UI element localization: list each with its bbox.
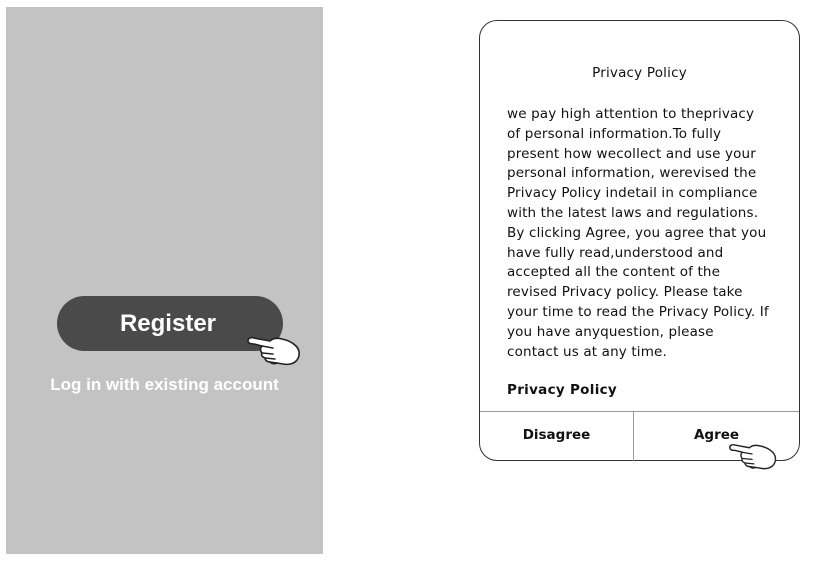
privacy-policy-dialog <box>479 20 800 461</box>
body-line: we pay high attention to theprivacy <box>507 106 755 122</box>
body-line: accepted all the content of the <box>507 264 721 281</box>
body-line: your time to read the Privacy Policy. If <box>507 303 769 320</box>
dialog-title: Privacy Policy <box>592 65 687 81</box>
agree-button[interactable]: Agree <box>693 426 740 443</box>
dialog-body <box>507 105 787 362</box>
body-line: have fully read,understood and <box>507 244 724 261</box>
body-line: contact us at any time. <box>507 343 667 360</box>
body-line: By clicking Agree, you agree that you <box>507 224 767 241</box>
privacy-policy-link[interactable]: Privacy Policy <box>507 382 618 398</box>
disagree-button[interactable]: Disagree <box>480 412 634 461</box>
body-line: revised Privacy policy. Please take <box>507 284 743 301</box>
pointing-hand-icon <box>246 329 302 367</box>
body-line: Privacy Policy indetail in compliance <box>507 185 758 202</box>
register-screen <box>6 7 323 554</box>
body-line: of personal information.To fully <box>507 125 722 142</box>
body-line: present how wecollect and use your <box>507 145 756 162</box>
body-line: personal information, werevised the <box>507 165 757 182</box>
body-line: you have anyquestion, please <box>507 323 714 340</box>
login-existing-account-link[interactable]: Log in with existing account <box>50 375 279 394</box>
register-button-label: Register <box>119 309 217 337</box>
body-line: with the latest laws and regulations. <box>507 204 759 221</box>
pointing-hand-icon <box>727 437 779 471</box>
